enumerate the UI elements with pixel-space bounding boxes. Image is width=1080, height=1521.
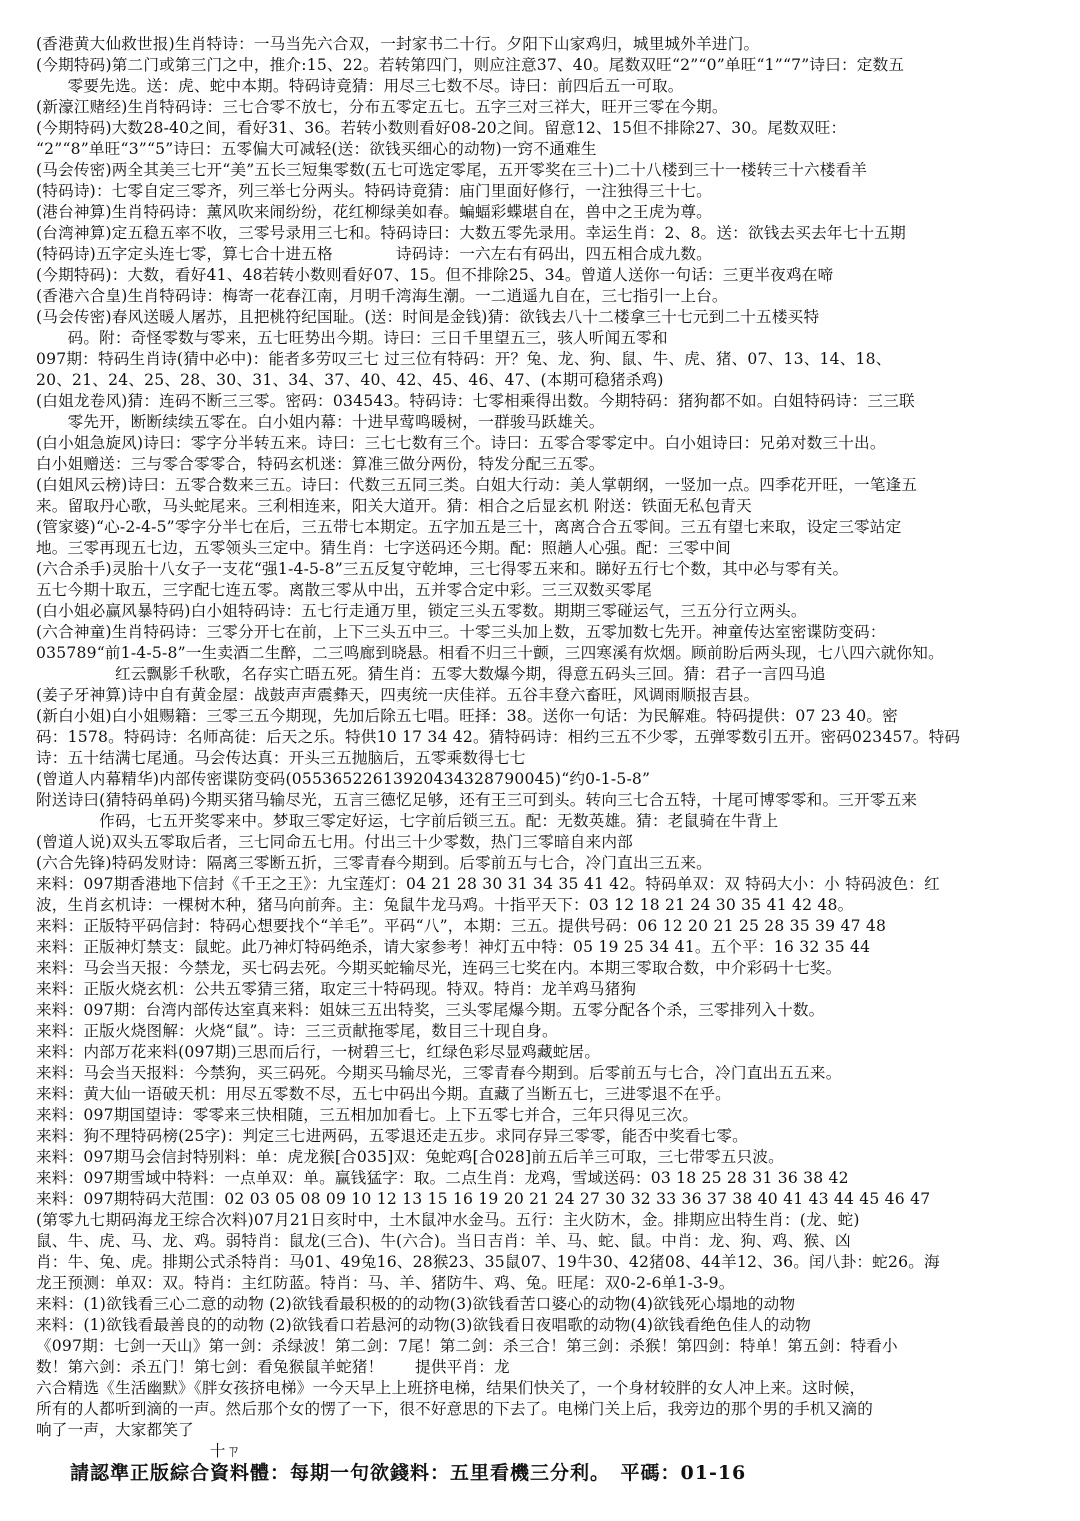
text-line: (新濠江赌经)生肖特码诗：三七合零不放七，分布五零定五七。五字三对三祥大，旺开三零在今期。: [36, 98, 728, 116]
text-line: (港台神算)生肖特码诗：薰风吹来闹纷纷，花红柳绿美如春。蝙蝠彩蝶堪自在，兽中之王虎为尊。: [36, 203, 712, 221]
text-line: 《097期：七剑一天山》第一剑：杀绿波！第二剑：7尾！第二剑：杀三合！第三剑：杀猴！第四剑：特单！第五剑：特看小: [36, 1337, 898, 1355]
text-line: 来料：097期雪域中特料：一点单双：单。赢钱猛字：取。二点生肖：龙鸡，雪域送码：03 18 25 28 31 36 38 42: [36, 1169, 849, 1187]
text-line: 六合精选《生活幽默》《胖女孩挤电梯》一今天早上上班挤电梯，结果们快关了，一个身材较胖的女人冲上来。这时候，: [36, 1379, 866, 1397]
text-line: 附送诗曰(猜特码单码)今期买猪马输尽光，五言三德忆足够，还有王三可到头。转向三七合五特，十尾可博零零和。三开零五来: [36, 791, 918, 809]
text-line: 所有的人都听到滴的一声。然后那个女的愣了一下，很不好意思的下去了。电梯门关上后，我旁边的那个男的手机又滴的: [36, 1400, 874, 1418]
text-line: (特码诗)：七零自定三零齐，列三举七分两头。特码诗竟猜：庙门里面好修行，一注独得三十七。: [36, 182, 712, 200]
text-line: (六合杀手)灵胎十八女子一支花“强1-4-5-8”三五反复守乾坤，三七得零五来和。睇好五行七个数，其中必与零有关。: [36, 560, 849, 578]
text-line: (第零九七期码海龙王综合次料)07月21日亥时中，土木鼠冲水金马。五行：主火防木，金。排期应出特生肖：(龙、蛇): [36, 1211, 860, 1229]
text-line: 来料：马会当天报：今禁龙，买七码去死。今期买蛇输尽光，连码三七奖在内。本期三零取合数，中介彩码十七奖。: [36, 959, 842, 977]
text-line: (马会传密)两全其美三七开“美”五长三短集零数(五七可选定零尾，五开零奖在三十)二十八楼到三十一楼转三十六楼看羊: [36, 161, 868, 179]
text-line: 诗：五十结满七尾通。马会传达真：开头三五抛脑后，五零乘数得七七: [36, 749, 526, 767]
text-line: (曾道人内幕精华)内部传密谍防变码(05536522613920434328790045)“约0-1-5-8”: [36, 770, 651, 788]
text-line: (今期特码)：大数，看好41、48若转小数则看好07、15。但不排除25、34。曾道人送你一句话：三更半夜鸡在啼: [36, 266, 834, 284]
text-line: (姜子牙神算)诗中自有黄金屋：战鼓声声震彝天，四夷统一庆佳祥。五谷丰登六畜旺，风调雨顺报吉县。: [36, 686, 760, 704]
text-line: 码：1578。特码诗：名师高徒：后天之乐。特供10 17 34 42。猜特码诗：相约三五不少零，五弹零数引五开。密码023457。特码: [36, 728, 961, 746]
text-line: 零要先选。送：虎、蛇中本期。特码诗竟猜：用尽三七数不尽。诗曰：前四后五一可取。: [36, 77, 684, 95]
text-line: (六合先锋)特码发财诗：隔离三零断五折，三零青春今期到。后零前五与七合，冷门直出三五来。: [36, 854, 712, 872]
text-line: 肖：牛、兔、虎。排期公式杀特肖：马01、49兔16、28猴23、35鼠07、19牛30、42猪08、44羊12、36。闰八卦：蛇26。海: [36, 1253, 940, 1271]
text-line: (香港六合皇)生肖特码诗：梅寄一花春江南，月明千湾海生潮。一二逍遥九自在，三七指引一上台。: [36, 287, 728, 305]
text-line: 来料：097期国望诗：零零来三快相随，三五相加加看七。上下五零七并合，三年只得见三次。: [36, 1106, 699, 1124]
text-line: (新白小姐)白小姐赐籍：三零三五今期现，先加后除五七唱。旺择：38。送你一句话：为民解难。特码提供：07 23 40。密: [36, 707, 898, 725]
text-line: 码。附：奇怪零数与零来，五七旺势出今期。诗曰：三日千里望五三，骇人听闻五零和: [36, 329, 668, 347]
text-line: 来料：正版特平码信封：特码心想要找个“羊毛”。平码“八”，本期：三五。提供号码：06 12 20 21 25 28 35 39 47 48: [36, 917, 887, 935]
text-line: 响了一声，大家都笑了: [36, 1421, 194, 1439]
text-line: 来料：正版火烧图解：火烧“鼠”。诗：三三贡献拖零尾，数目三十现自身。: [36, 1022, 558, 1040]
text-line: 来料：马会当天报料：今禁狗，买三码死。今期买马输尽光，三零青春今期到。后零前五与七合，冷门直出五五来。: [36, 1064, 842, 1082]
text-line: 数！第六剑：杀五门！第七剑：看兔猴鼠羊蛇猪！ 提供平肖：龙: [36, 1358, 510, 1376]
text-line: (马会传密)春风送暖人屠苏，且把桃符纪国耻。(送：时间是金钱)猜：欲钱去八十二楼拿三十七元到二十五楼买特: [36, 308, 820, 326]
text-line: 作码，七五开奖零来中。梦取三零定好运，七字前后锁三五。配：无数英雄。猜：老鼠骑在牛背上: [36, 812, 779, 830]
text-line: 零先开，断断续续五零在。白小姐内幕：十进早莺鸣暖树，一群骏马跃雄关。: [36, 413, 605, 431]
text-line: (白小姐必赢风暴特码)白小姐特码诗：五七行走通万里，锁定三头五零数。期期三零碰运气，三五分行立两头。: [36, 602, 807, 620]
text-line: 地。三零再现五七边，五零领头三定中。猜生肖：七字送码还今期。配：照趟人心强。配：三零中间: [36, 539, 731, 557]
text-line: (特码诗)五字定头连七零，算七合十进五格 诗码诗：一六左右有码出，四五相合成九数。: [36, 245, 712, 263]
text-line: 波，生肖玄机诗：一棵树木种，猪马向前奔。主：兔鼠牛龙马鸡。十指平天下：03 12 18 21 24 30 35 41 42 48。: [36, 896, 854, 914]
text-line: 来料：正版神灯禁支：鼠蛇。此乃神灯特码绝杀，请大家参考！神灯五中特：05 19 25 34 41。五个平：16 32 35 44: [36, 938, 871, 956]
text-line: 五七今期十取五，三字配七连五零。离散三零从中出，五并零合定中彩。三三双数买零尾: [36, 581, 652, 599]
text-line: (今期特码)第二门或第三门之中，推介:15、22。若转第四门，则应注意37、40。尾数双旺“2”“0”单旺“1”“7”诗曰：定数五: [36, 56, 905, 74]
text-line: 鼠、牛、虎、马、龙、鸡。弱特肖：鼠龙(三合)、牛(六合)。当日吉肖：羊、马、蛇、鼠。中肖：龙、狗、鸡、猴、凶: [36, 1232, 851, 1250]
text-line: 来料：黄大仙一语破天机：用尽五零数不尽，五七中码出今期。直藏了当断五七，三进零退不在乎。: [36, 1085, 731, 1103]
text-line: 龙王预测：单双：双。特肖：主红防蓝。特肖：马、羊、猪防牛、鸡、兔。旺尾：双0-2-6单1-3-9。: [36, 1274, 735, 1292]
text-line: (台湾神算)定五稳五率不收，三零号录用三七和。特码诗曰：大数五零先录用。幸运生肖：2、8。送：欲钱去买去年七十五期: [36, 224, 906, 242]
text-line: 来。留取丹心歌，马头蛇尾来。三利相连来，阳关大道开。猜：相合之后显玄机 附送：铁面无私包青天: [36, 497, 752, 515]
text-line: (今期特码)大数28-40之间，看好31、36。若转小数则看好08-20之间。留意12、15但不排除27、30。尾数双旺：: [36, 119, 847, 137]
text-line: 035789“前1-4-5-8”一生卖酒二生醉，二三鸣廊到晓悬。相看不归三十颤，三四寒溪有炊烟。顾前盼后两头现，七八四六就你知。: [36, 644, 944, 662]
text-line: 来料：正版火烧玄机：公共五零猜三猪，取定三十特码现。特双。特肖：龙羊鸡马猪狗: [36, 980, 637, 998]
text-line: 来料：(1)欲钱看最善良的的动物 (2)欲钱看口若悬河的动物(3)欲钱看日夜唱歌的动物(4)欲钱看绝色佳人的动物: [36, 1316, 812, 1334]
text-line: 来料：(1)欲钱看三心二意的动物 (2)欲钱看最积极的的动物(3)欲钱看苦口婆心的动物(4)欲钱死心塌地的动物: [36, 1295, 796, 1313]
footer-banner: 請認準正版綜合資料體：每期一句欲錢料：五里看機三分利。 平碼：01-16: [70, 1462, 747, 1484]
text-line: 20、21、24、25、28、30、31、34、37、40、42、45、46、47、(本期可稳猪杀鸡): [36, 371, 664, 389]
text-line: (香港黄大仙救世报)生肖特诗：一马当先六合双，一封家书二十行。夕阳下山家鸡归，城里城外羊进门。: [36, 35, 760, 53]
text-line: 来料：097期马会信封特别料：单：虎龙猴[合035]双：兔蛇鸡[合028]前五后羊三可取，三七带零五只波。: [36, 1148, 784, 1166]
text-line: (六合神童)生肖特码诗：三零分开七在前，上下三头五中三。十零三头加上数，五零加数七先开。神童传达室密谍防变码：: [36, 623, 886, 641]
text-line: (白姐龙卷风)猜：连码不断三三零。密码：034543。特码诗：七零相乘得出数。今期特码：猪狗都不如。白姐特码诗：三三联: [36, 392, 915, 410]
text-line: 来料：内部万花来料(097期)三思而后行，一树碧三七，红绿色彩尽显鸡藏蛇居。: [36, 1043, 601, 1061]
text-line: (曾道人说)双头五零取后者，三七同命五七用。付出三十少零数，热门三零暗自来内部: [36, 833, 633, 851]
text-line: 来料：097期特码大范围：02 03 05 08 09 10 12 13 15 16 19 20 21 24 27 30 32 33 36 37 38 40 41 43 44 45 46 47: [36, 1190, 931, 1208]
text-line: 来料：097期香港地下信封《千王之王》：九宝莲灯：04 21 28 30 31 34 35 41 42。特码单双：双 特码大小：小 特码波色：红: [36, 875, 940, 893]
text-line: (管家婆)“心-2-4-5”零字分半七在后，三五带七本期定。五字加五是三十，离离合合五零间。三五有望七来取，设定三零站定: [36, 518, 902, 536]
text-line: 097期：特码生肖诗(猜中必中)：能者多劳叹三七 过三位有特码：开？兔、龙、狗、鼠、牛、虎、猪、07、13、14、18、: [36, 350, 892, 368]
text-line: (白小姐急旋风)诗曰：零字分半转五来。诗曰：三七七数有三个。诗曰：五零合零零定中。白小姐诗曰：兄弟对数三十出。: [36, 434, 886, 452]
text-line: 红云飘影千秋歌，名存实亡晤五死。猜生肖：五零大数爆今期，得意五码头三回。猜：君子一言四马追: [36, 665, 826, 683]
text-line: 十ㄗ: [36, 1442, 242, 1460]
text-line: 来料：097期：台湾内部传达室真来料：姐妹三五出特奖，三头零尾爆今期。五零分配各个杀，三零排列入十数。: [36, 1001, 825, 1019]
article-lines: [36, 34, 1048, 1462]
text-line: 白小姐赠送：三与零合零零合，特码玄机迷：算准三做分两份，特发分配三五零。: [36, 455, 605, 473]
text-line: “2”“8”单旺“3”“5”诗曰：五零偏大可减轻(送：欲钱买细心的动物)一窍不通难生: [36, 140, 597, 158]
text-line: 来料：狗不理特码榜(25字)：判定三七进两码，五零退还走五步。求同存异三零零，能否中奖看七零。: [36, 1127, 748, 1145]
text-line: (白姐风云榜)诗曰：五零合数来三五。诗曰：代数三五同三类。白姐大行动：美人掌朝纲，一竖加一点。四季花开旺，一笔逢五: [36, 476, 918, 494]
